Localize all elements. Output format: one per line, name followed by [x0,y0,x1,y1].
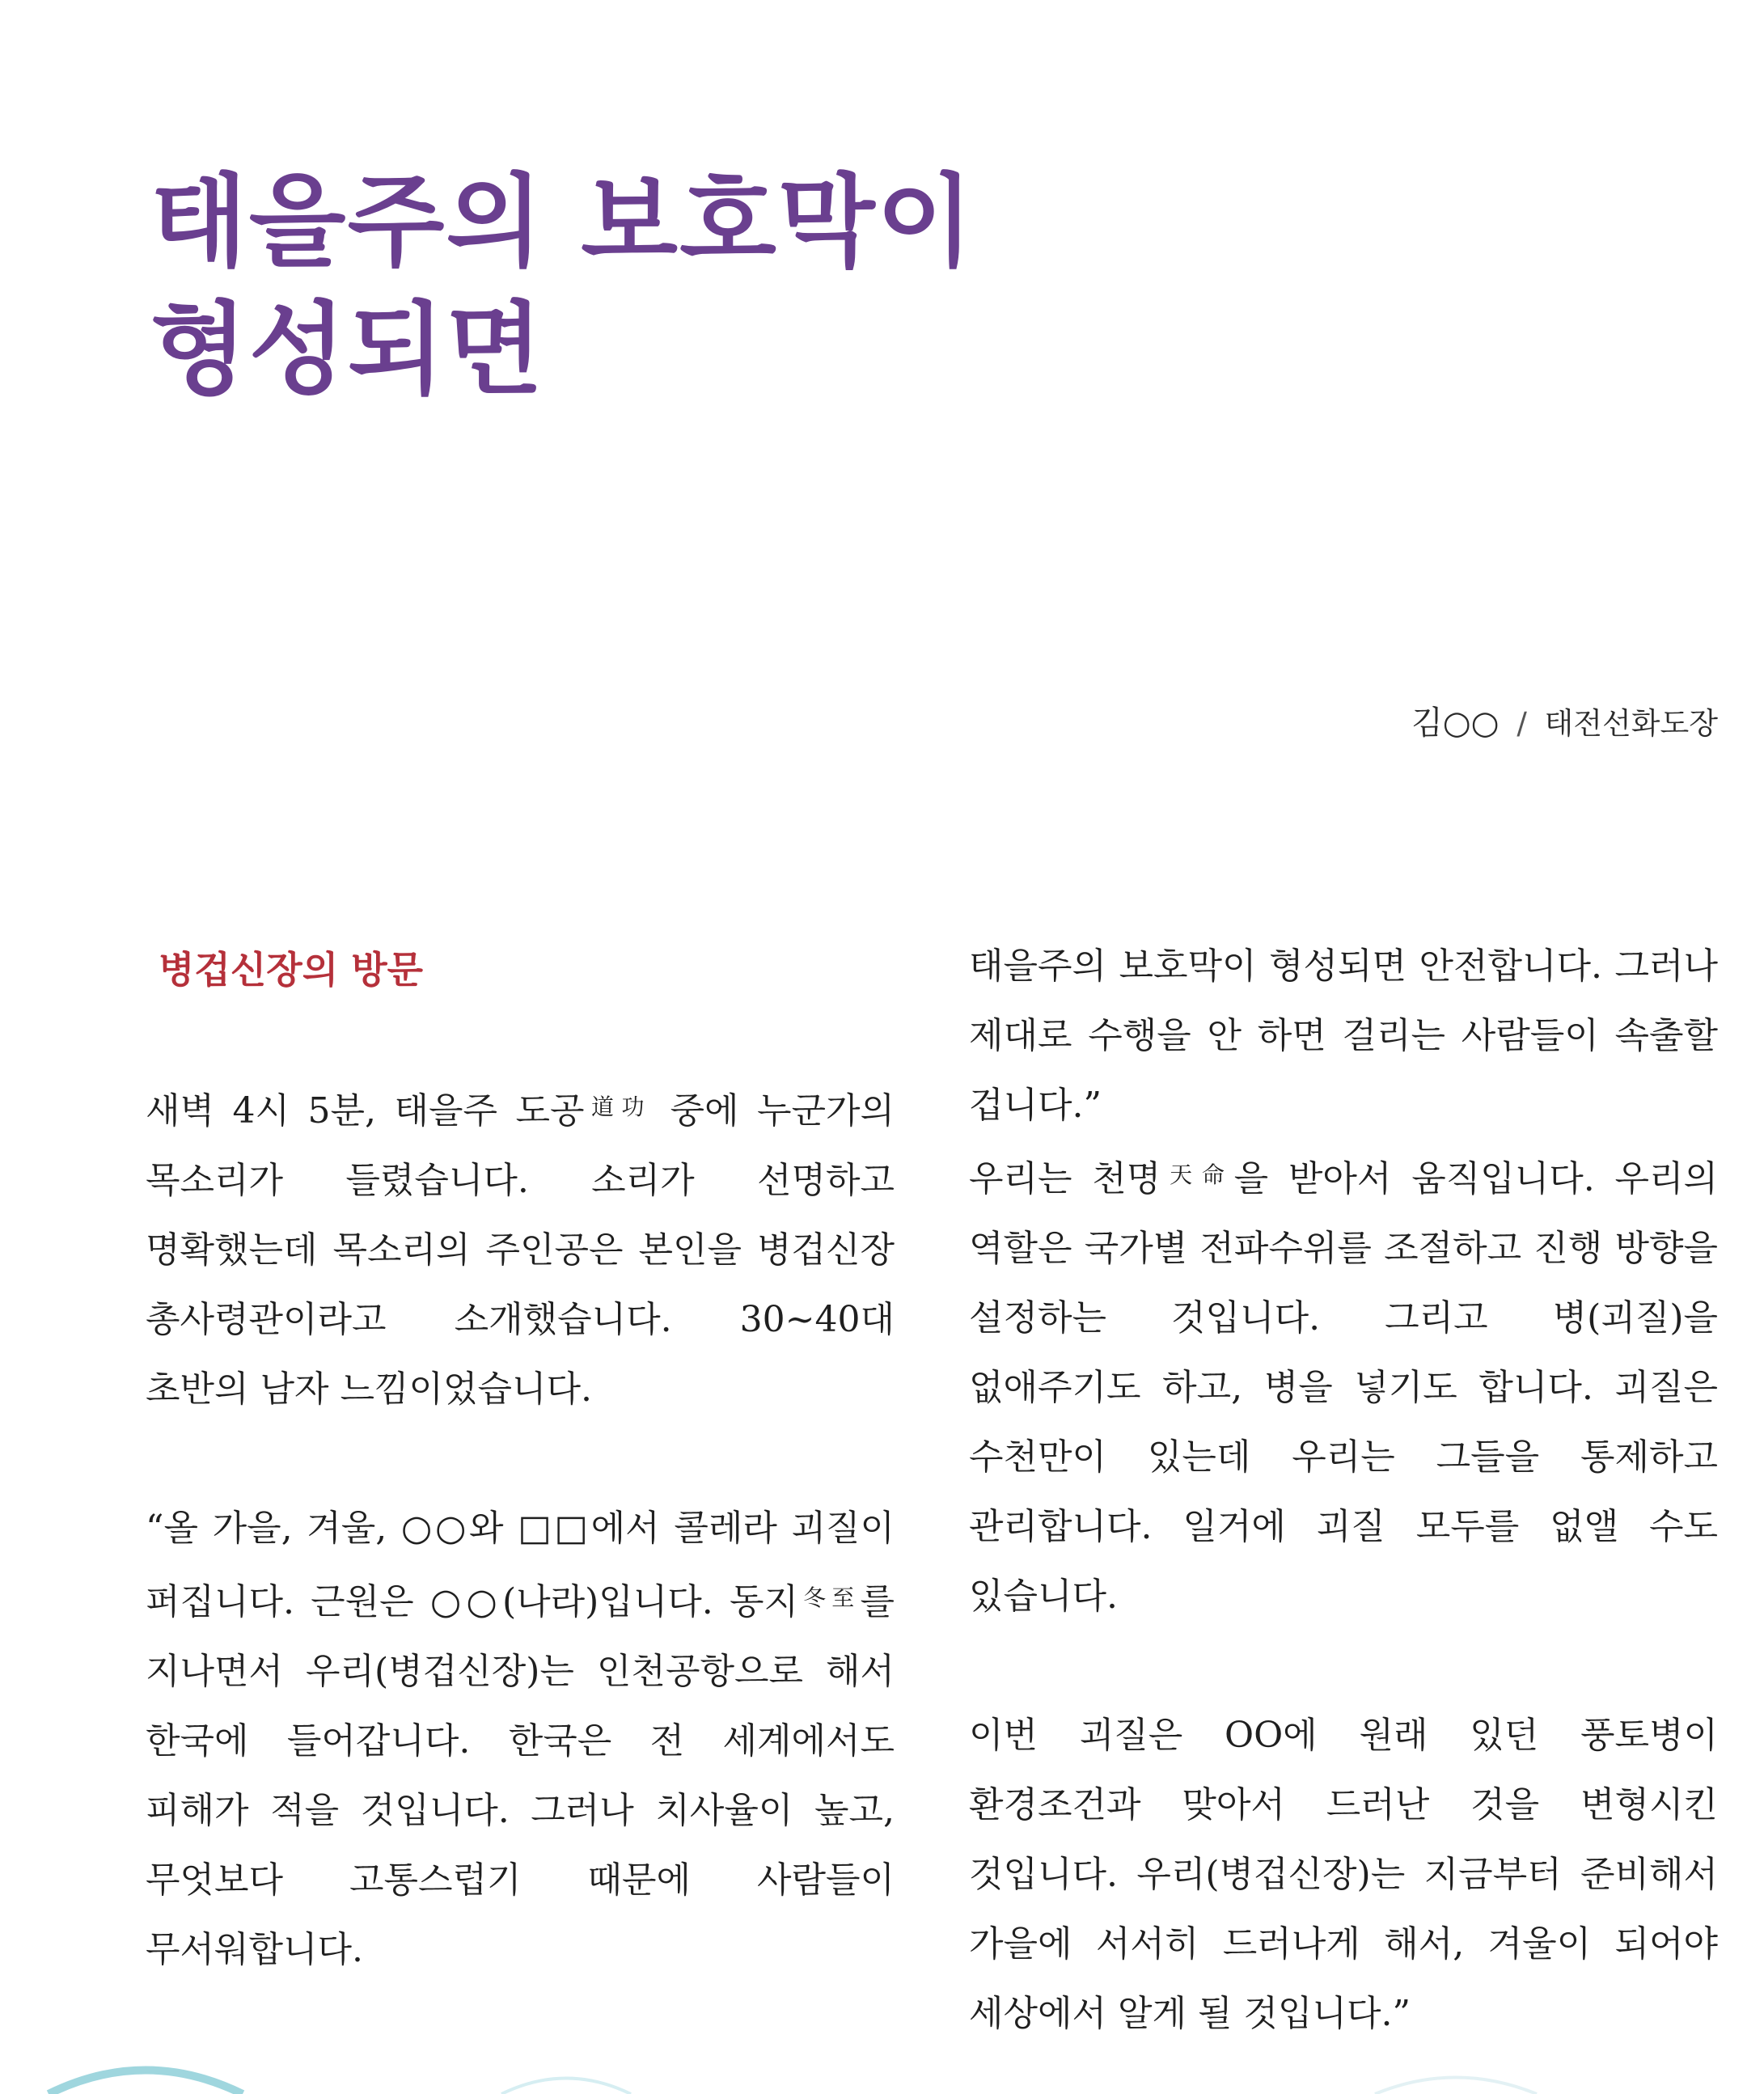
bubble-arc-large [49,2071,243,2094]
left-column [146,935,895,1985]
body-paragraph [146,1494,895,1985]
body-paragraph [146,1072,895,1424]
author-name: 김○○ [1411,704,1500,742]
paragraph-text: 우리는 천명 [969,1158,1161,1199]
section-heading: 병겁신장의 방문 [159,948,424,992]
paragraph-text: “올 가을, 겨울, ○○와 □□에서 콜레라 괴질이 퍼집니다. 근원은 ○○(나라)입니다. 동지 [146,1508,895,1622]
article-title-line-1: 태을주의 보호막이 [150,164,975,281]
paragraph-text: 를 지나면서 우리(병겁신장)는 인천공항으로 해서 한국에 들어갑니다. 한국은 전 세계에서도 피해가 적을 것입니다. 그러나 치사율이 높고, 무엇보다 고통스럽기 때문에 사람들이 무서워합니다. [146,1581,895,1970]
body-paragraph [969,1140,1718,1631]
bubble-arc-small [501,2079,631,2094]
article-title [150,159,975,414]
hanja-annotation: 冬至 [797,1584,861,1611]
paragraph-text: 새벽 4시 5분, 태을주 도공 [146,1090,585,1132]
bubble-arc-small [1375,2078,1537,2094]
hanja-annotation: 天命 [1161,1161,1234,1188]
byline-separator: / [1517,706,1527,741]
right-column [969,932,1718,2049]
body-paragraph: 태을주의 보호막이 형성되면 안전합니다. 그러나 제대로 수행을 안 하면 걸리는 사람들이 속출할 겁니다.” [969,945,1718,1126]
decorative-bubbles [0,2054,1764,2094]
body-paragraph: 이번 괴질은 OO에 원래 있던 풍토병이 환경조건과 맞아서 드러난 것을 변형시킨 것입니다. 우리(병겁신장)는 지금부터 준비해서 가을에 서서히 드러나게 해서, 겨울이 되어야 세상에서 알게 될 것입니다.” [969,1715,1718,2034]
paragraph-text: 을 받아서 움직입니다. 우리의 역할은 국가별 전파수위를 조절하고 진행 방향을 설정하는 것입니다. 그리고 병(괴질)을 없애주기도 하고, 병을 넣기도 합니다. 괴질은 수천만이 있는데 우리는 그들을 통제하고 관리합니다. 일거에 괴질 모두를 없앨 수도 있습니다. [969,1158,1719,1617]
paragraph-text: 중에 누군가의 목소리가 들렸습니다. 소리가 선명하고 명확했는데 목소리의 주인공은 본인을 병겁신장 총사령관이라고 소개했습니다. 30~40대 초반의 남자 느낌이었습니다. [146,1090,895,1410]
article-title-line-2: 형성되면 [150,292,545,408]
hanja-annotation: 道功 [584,1094,652,1120]
author-byline [1411,697,1718,743]
author-affiliation: 태전선화도장 [1544,706,1718,741]
